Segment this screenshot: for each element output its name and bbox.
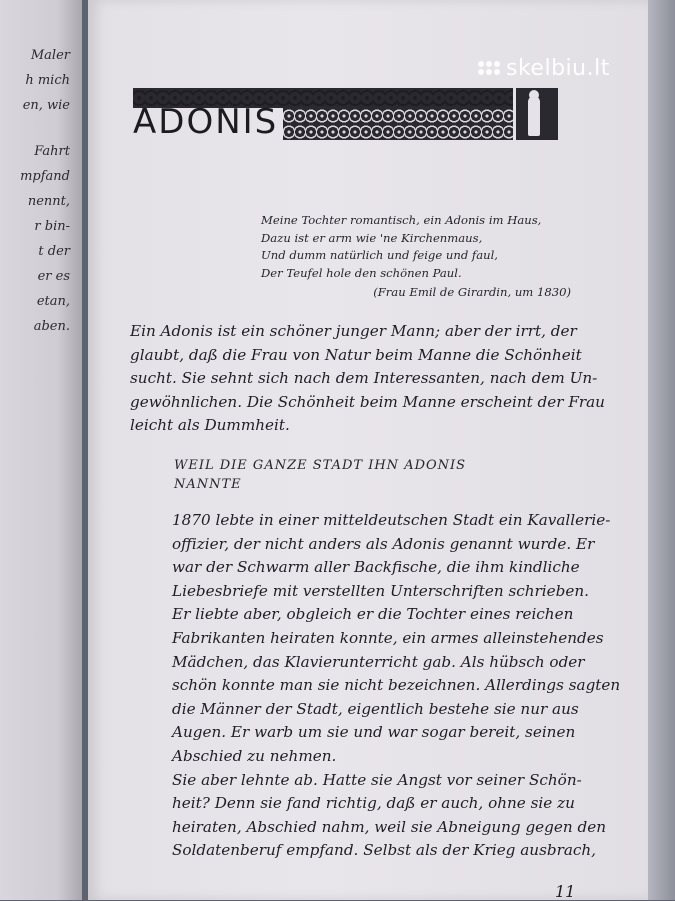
watermark — [478, 54, 610, 82]
watermark-dots-icon — [478, 61, 500, 75]
section-heading-line: WEIL DIE GANZE STADT IHN ADONIS — [174, 458, 467, 473]
intro-line: leicht als Dummheit. — [130, 416, 290, 434]
left-page-line: mpfand — [20, 169, 70, 184]
left-page-line: Maler — [30, 48, 70, 63]
ornament-border-right — [283, 108, 513, 140]
left-page-line: nennt, — [27, 194, 70, 209]
left-page-line: en, wie — [22, 98, 70, 113]
left-page — [0, 0, 82, 900]
story-paragraph — [172, 509, 621, 863]
story-line: Sie aber lehnte ab. Hatte sie Angst vor seiner Schön- — [172, 770, 582, 789]
story-line: die Männer der Stadt, eigentlich bestehe sie nur aus — [172, 699, 579, 718]
story-line: war der Schwarm aller Backfische, die ihm kindliche — [172, 558, 580, 577]
left-page-line: r bin- — [34, 219, 70, 234]
left-page-line: h mich — [25, 73, 70, 88]
story-line: Soldatenberuf empfand. Selbst als der Krieg ausbrach, — [172, 841, 597, 860]
story-line: Liebesbriefe mit verstellten Unterschriften schrieben. — [172, 581, 589, 600]
epigraph-line: Und dumm natürlich und feige und faul, — [261, 248, 498, 262]
story-line: Abschied zu nehmen. — [172, 746, 337, 765]
chapter-header — [133, 88, 558, 140]
intro-line: sucht. Sie sehnt sich nach dem Interessanten, nach dem Un- — [130, 369, 598, 387]
watermark-text: skelbiu.lt — [506, 55, 610, 81]
epigraph-source: (Frau Emil de Girardin, um 1830) — [373, 285, 571, 299]
epigraph-line: Der Teufel hole den schönen Paul. — [261, 265, 462, 280]
ornament-figure-icon — [516, 88, 558, 140]
story-line: Mädchen, das Klavierunterricht gab. Als hübsch oder — [172, 652, 585, 671]
intro-line: glaubt, daß die Frau von Natur beim Manne die Schönheit — [130, 345, 582, 364]
story-line: offizier, der nicht anders als Adonis genannt wurde. Er — [172, 534, 595, 553]
page-number: 11 — [555, 882, 576, 901]
story-line: Augen. Er warb um sie und war sogar bereit, seinen — [172, 723, 576, 742]
chapter-title: ADONIS — [133, 102, 279, 142]
story-line: heit? Denn sie fand richtig, daß er auch, ohne sie zu — [172, 794, 575, 813]
left-page-line: Fahrt — [34, 144, 70, 159]
left-page-line: etan, — [36, 294, 70, 309]
left-page-line: er es — [37, 269, 70, 284]
epigraph-line: Dazu ist er arm wie 'ne Kirchenmaus, — [261, 230, 483, 245]
page-edge — [648, 0, 675, 900]
intro-line: gewöhnlichen. Die Schönheit beim Manne erscheint der Frau — [130, 392, 605, 411]
section-heading — [174, 456, 534, 494]
left-page-line: aben. — [33, 319, 70, 334]
intro-line: Ein Adonis ist ein schöner junger Mann; aber der irrt, der — [130, 322, 577, 340]
intro-paragraph — [130, 320, 605, 438]
epigraph — [261, 212, 571, 302]
story-line: Fabrikanten heiraten konnte, ein armes alleinstehendes — [172, 628, 604, 647]
story-line: schön konnte man sie nicht bezeichnen. Allerdings sagten — [172, 676, 621, 695]
section-heading-line: NANNTE — [174, 477, 242, 492]
left-page-line: t der — [38, 244, 70, 259]
story-line: heiraten, Abschied nahm, weil sie Abneigung gegen den — [172, 817, 606, 836]
epigraph-line: Meine Tochter romantisch, ein Adonis im Haus, — [261, 213, 542, 227]
story-line: Er liebte aber, obgleich er die Tochter eines reichen — [172, 605, 574, 624]
story-line: 1870 lebte in einer mitteldeutschen Stadt ein Kavallerie- — [172, 511, 611, 529]
